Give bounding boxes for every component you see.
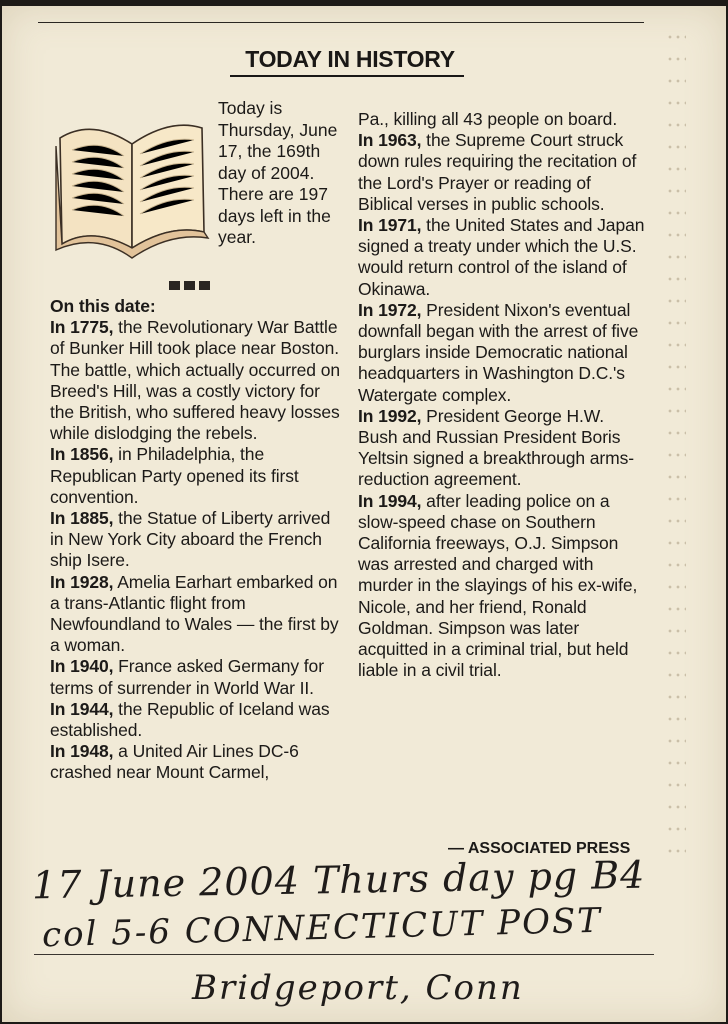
handwritten-source-note: col 5-6 CONNECTICUT POST xyxy=(41,900,603,956)
entry: In 1971, the United States and Japan signed a treaty under which the U.S. would return control of the island of Okinawa. xyxy=(358,215,645,299)
paper-edge-texture xyxy=(666,26,686,866)
entry: In 1885, the Statue of Liberty arrived in New York City aboard the French ship Isere. xyxy=(50,508,331,571)
intro-text: Today is Thursday, June 17, the 169th day of 2004. There are 197 days left in the year. xyxy=(218,98,338,247)
entry: In 1963, the Supreme Court struck down rules requiring the recitation of the Lord's Prayer or reading of Biblical verses in public schools. xyxy=(358,130,637,214)
top-rule xyxy=(38,22,644,23)
column-right xyxy=(358,109,648,681)
entry: In 1972, President Nixon's eventual downfall began with the arrest of five burglars inside Democratic national headquarters in Washington D.C.'s Watergate complex. xyxy=(358,299,639,405)
handwritten-date-note: 17 June 2004 Thurs day pg B4 xyxy=(31,852,646,908)
entry: In 1775, the Revolutionary War Battle of Bunker Hill took place near Boston. The battle, which actually occurred on Breed's Hill, was a costly victory for the British, who suffered heavy losses while dislodging the rebels. xyxy=(50,317,340,444)
column-left xyxy=(50,296,340,784)
entry: In 1948, a United Air Lines DC-6 crashed near Mount Carmel, xyxy=(50,741,299,783)
open-book-icon xyxy=(52,98,212,263)
entry: Pa., killing all 43 people on board. xyxy=(358,109,618,129)
handwritten-location-note: Bridgeport, Conn xyxy=(192,968,524,1008)
entry: In 1856, in Philadelphia, the Republican Party opened its first convention. xyxy=(50,444,299,507)
headline: TODAY IN HISTORY xyxy=(245,46,455,72)
entry: In 1992, President George H.W. Bush and Russian President Boris Yeltsin signed a breakthrough arms-reduction agreement. xyxy=(358,405,635,490)
entry: In 1940, France asked Germany for terms of surrender in World War II. xyxy=(50,656,324,698)
entry: In 1928, Amelia Earhart embarked on a trans-Atlantic flight from Newfoundland to Wales — the first by a woman. xyxy=(50,571,339,656)
byline-credit: — ASSOCIATED PRESS xyxy=(448,840,631,857)
handwritten-divider xyxy=(34,954,654,955)
on-this-date-label: On this date: xyxy=(50,296,156,316)
section-divider xyxy=(169,281,210,290)
entry: In 1994, after leading police on a slow-speed chase on Southern California freeways, O.J. Simpson was arrested and charged with murder in the slayings of his ex-wife, Nicole, and her friend, Ronald Goldman. Simpson was later acquitted in a criminal trial, but held liable in a civil trial. xyxy=(358,490,638,681)
newspaper-clipping xyxy=(2,6,726,1022)
entry: In 1944, the Republic of Iceland was established. xyxy=(50,698,330,741)
headline-underline xyxy=(230,75,464,77)
